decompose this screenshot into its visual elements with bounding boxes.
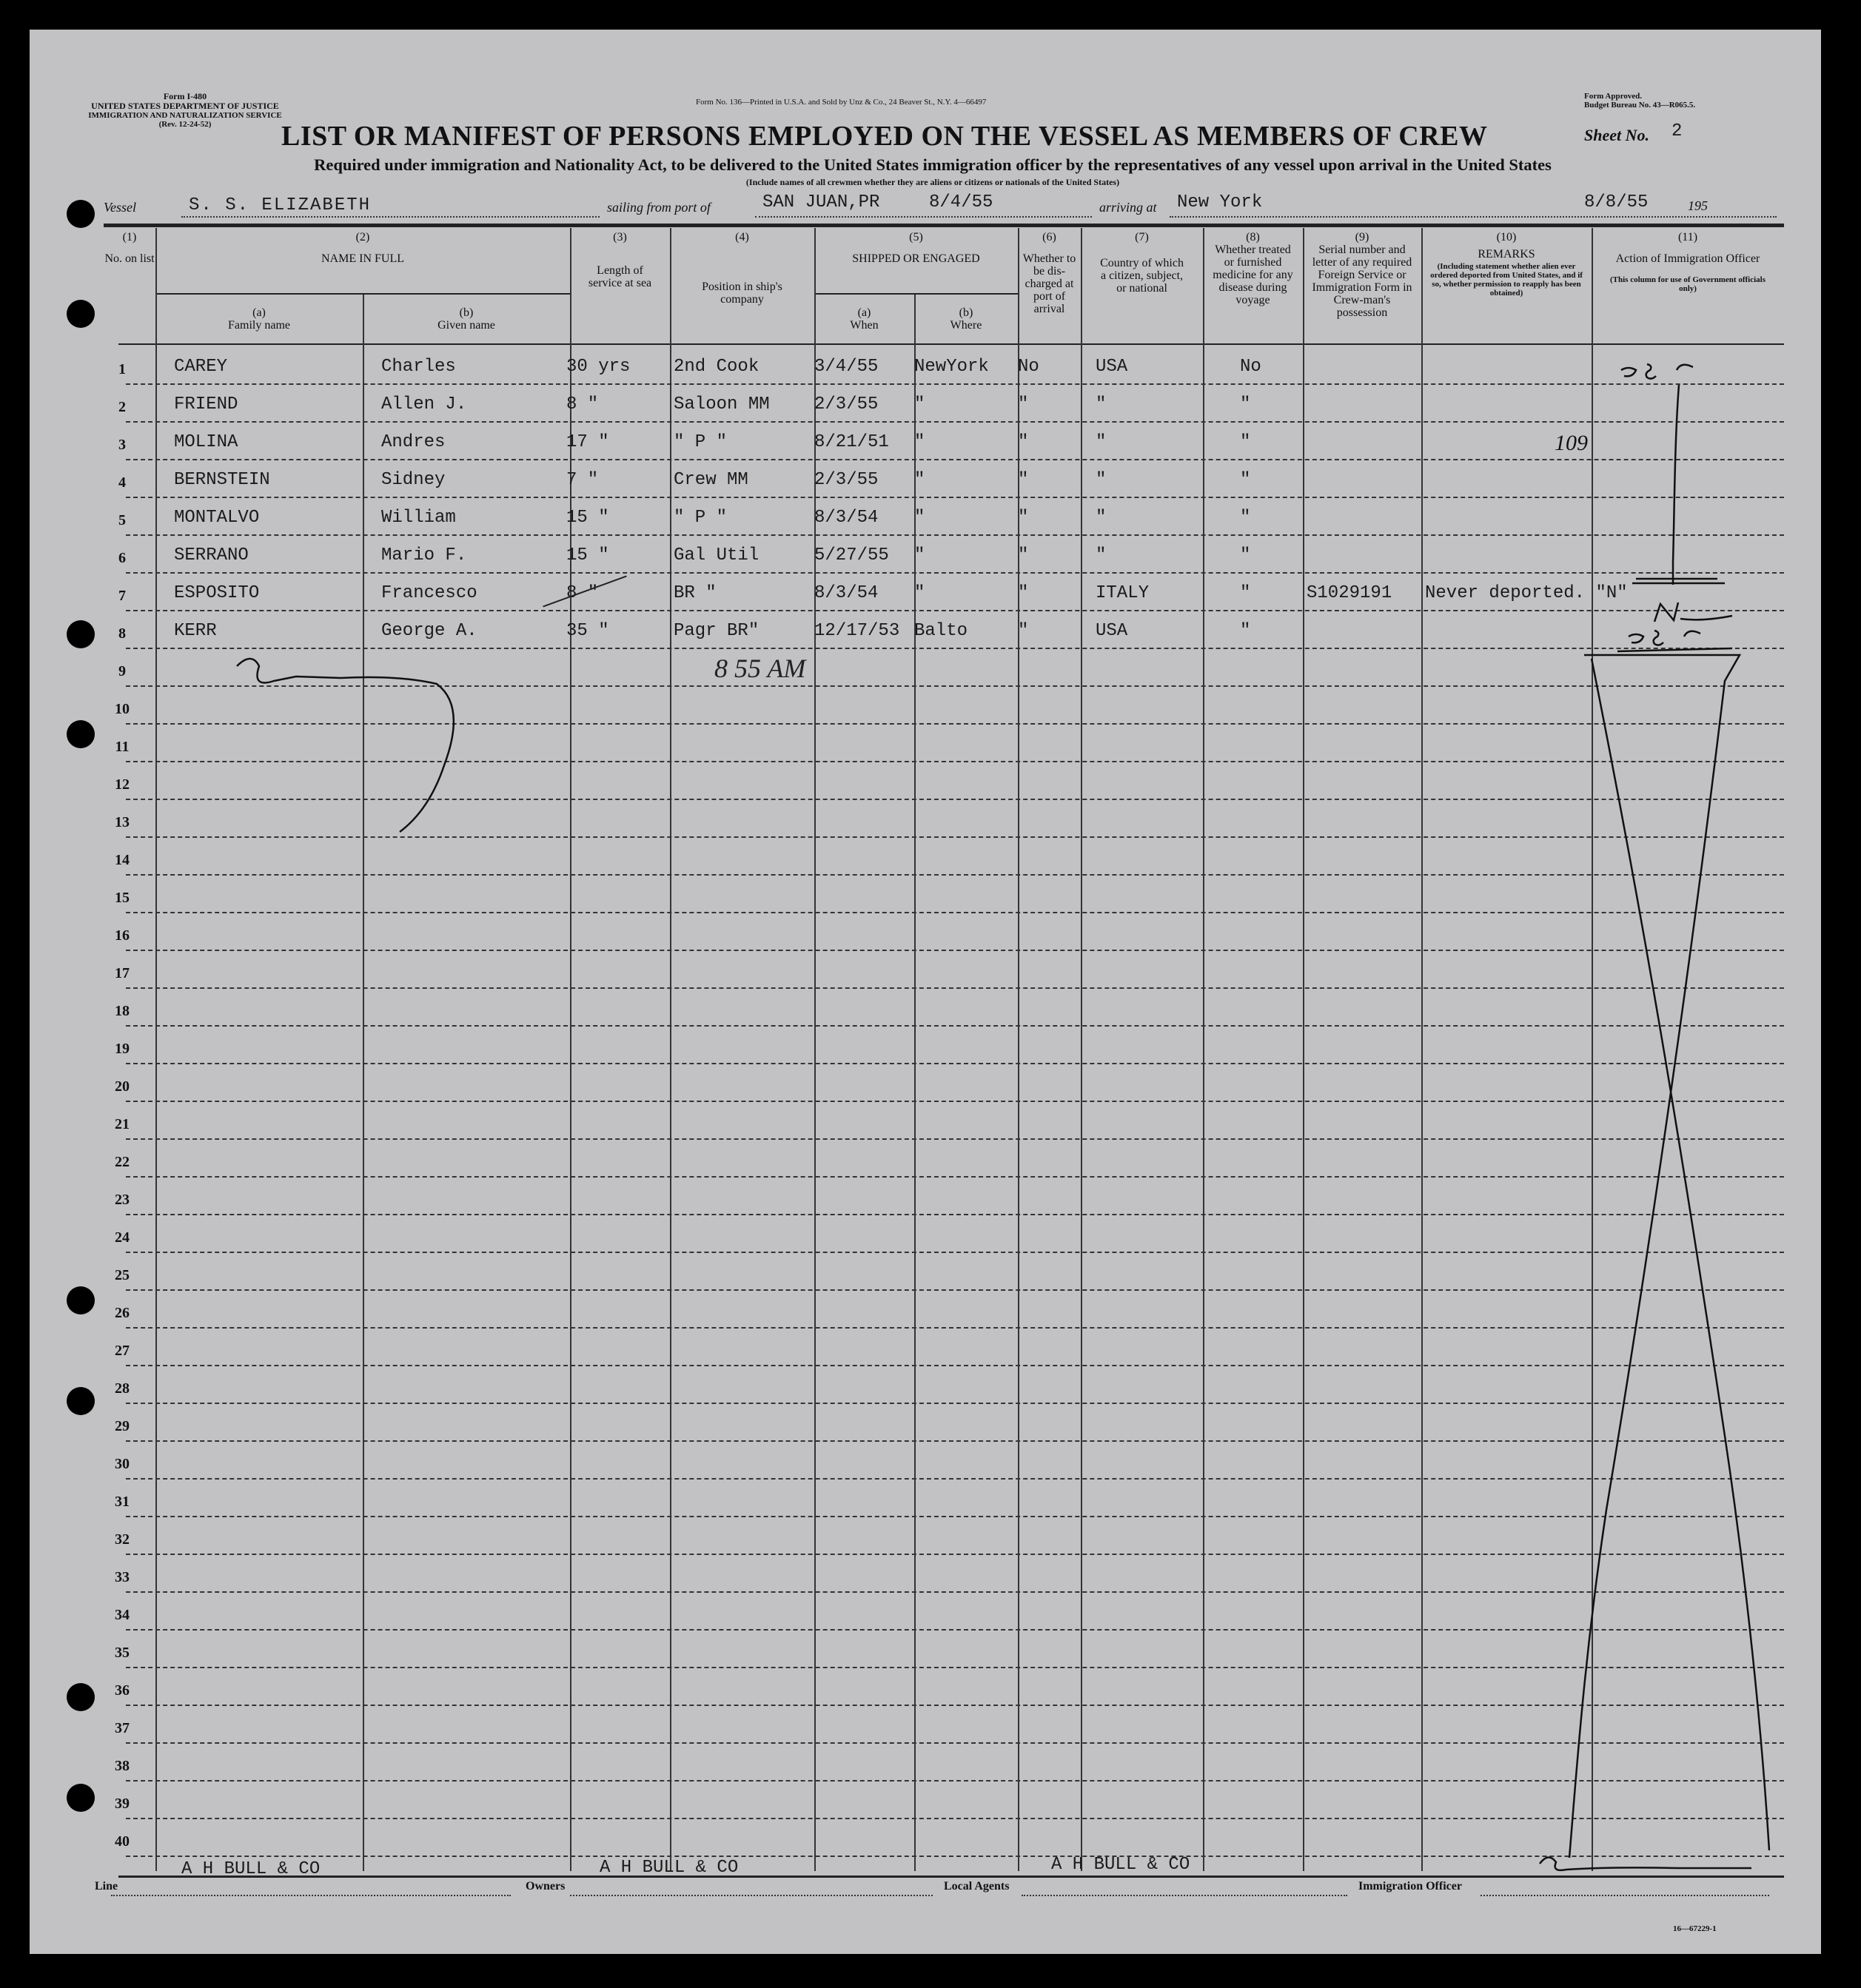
- cell-position: " P ": [674, 508, 728, 528]
- cell-discharged: No: [1018, 357, 1039, 377]
- row-number: 9: [118, 663, 126, 679]
- arrival-port: New York: [1177, 192, 1263, 212]
- cell-service: 8 ": [566, 583, 599, 603]
- row-number: 4: [118, 474, 126, 491]
- cell-when: 2/3/55: [814, 394, 879, 414]
- cell-service: 15 ": [566, 508, 609, 528]
- cell-medicine: ": [1240, 545, 1251, 565]
- ditto-vertical-line: [1673, 385, 1679, 585]
- cell-when: 2/3/55: [814, 470, 879, 490]
- row-number: 16: [115, 927, 130, 944]
- row-number: 28: [115, 1380, 130, 1397]
- cell-where: ": [914, 583, 925, 603]
- col3-header: (3) Length of service at sea: [588, 231, 652, 289]
- cell-where: ": [914, 545, 925, 565]
- cell-medicine: ": [1240, 394, 1251, 414]
- binder-hole: [67, 300, 95, 328]
- sailing-port: SAN JUAN,PR: [762, 192, 880, 212]
- cell-serial: S1029191: [1307, 583, 1392, 603]
- cell-country: USA: [1096, 621, 1128, 641]
- row-number: 15: [115, 890, 130, 906]
- row-number: 25: [115, 1267, 130, 1283]
- cancel-cross: [1569, 655, 1769, 1858]
- col5b-header: (b) Where: [950, 306, 982, 332]
- owners-label: Owners: [526, 1880, 566, 1893]
- arriving-label: arriving at: [1099, 200, 1157, 215]
- cell-discharged: ": [1018, 432, 1029, 452]
- cell-medicine: No: [1240, 357, 1261, 377]
- cell-where: NewYork: [914, 357, 989, 377]
- binder-hole: [67, 1286, 95, 1314]
- cell-when: 12/17/53: [814, 621, 900, 641]
- cell-discharged: ": [1018, 583, 1029, 603]
- col11-header: (11) Action of Immigration Officer (This column for use of Government officials only): [1609, 231, 1766, 293]
- form-number: Form I-480: [163, 91, 207, 101]
- cell-position: BR ": [674, 583, 717, 603]
- cell-family: CAREY: [174, 357, 228, 377]
- cell-when: 8/21/51: [814, 432, 889, 452]
- row-number: 10: [115, 701, 130, 717]
- line-label: Line: [95, 1880, 118, 1893]
- row-number: 36: [115, 1682, 130, 1699]
- arrival-date: 8/8/55: [1584, 192, 1649, 212]
- col10-header: (10) REMARKS (Including statement whether alien ever ordered deported from United States, and if so, whether permission to reapply has been obtained): [1430, 231, 1583, 298]
- vessel-label: Vessel: [104, 200, 136, 215]
- cell-family: FRIEND: [174, 394, 238, 414]
- cell-family: KERR: [174, 621, 217, 641]
- cell-service: 35 ": [566, 621, 609, 641]
- col2b-header: (b) Given name: [437, 306, 495, 332]
- row-number: 19: [115, 1041, 130, 1057]
- cell-medicine: ": [1240, 621, 1251, 641]
- row-number: 8: [118, 625, 126, 642]
- cell-given: William: [381, 508, 456, 528]
- cell-position: Saloon MM: [674, 394, 770, 414]
- row-number: 6: [118, 550, 126, 566]
- cell-country: ": [1096, 508, 1107, 528]
- col2a-header: (a) Family name: [228, 306, 290, 332]
- owners-value: A H BULL & CO: [600, 1858, 739, 1878]
- cell-discharged: ": [1018, 508, 1029, 528]
- binder-hole: [67, 1683, 95, 1711]
- col9-header: (9) Serial number and letter of any required Foreign Service or Immigration Form in Crew-man's possession: [1312, 231, 1412, 319]
- printer-note: Form No. 136—Printed in U.S.A. and Sold by Unz & Co., 24 Beaver St., N.Y. 4—66497: [696, 98, 987, 107]
- row-number: 30: [115, 1456, 130, 1472]
- cell-position: Crew MM: [674, 470, 748, 490]
- row-number: 31: [115, 1494, 130, 1510]
- cell-family: BERNSTEIN: [174, 470, 270, 490]
- cell-discharged: ": [1018, 545, 1029, 565]
- row-number: 2: [118, 399, 126, 415]
- cell-where: ": [914, 394, 925, 414]
- cell-country: ": [1096, 545, 1107, 565]
- cell-country: ": [1096, 470, 1107, 490]
- ditto-underline: [1632, 579, 1725, 583]
- row-number: 17: [115, 965, 130, 981]
- cell-family: ESPOSITO: [174, 583, 260, 603]
- approved-text: Form Approved.: [1584, 92, 1643, 101]
- row-number: 26: [115, 1305, 130, 1321]
- officer-label: Immigration Officer: [1358, 1880, 1462, 1893]
- binder-hole: [67, 200, 95, 228]
- row-number: 1: [118, 361, 126, 377]
- row-number: 18: [115, 1003, 130, 1019]
- cell-remarks-handwritten: 109: [1555, 431, 1588, 455]
- row-number: 22: [115, 1154, 130, 1170]
- row-number: 32: [115, 1531, 130, 1548]
- row-number: 27: [115, 1343, 130, 1359]
- cell-where: ": [914, 470, 925, 490]
- n-mark: [1654, 602, 1732, 622]
- signature-bottom: [1540, 1857, 1751, 1870]
- handwritten-time: 8 55 AM: [714, 654, 806, 683]
- cell-country: ITALY: [1096, 583, 1150, 603]
- year-label: 195: [1688, 198, 1708, 213]
- agents-label: Local Agents: [944, 1880, 1010, 1893]
- subtitle: Required under immigration and Nationality Act, to be delivered to the United States immigration officer by the representatives of any vessel upon arrival in the United States: [314, 155, 1552, 174]
- usc-mark-1: [1621, 364, 1693, 379]
- cell-service: 17 ": [566, 432, 609, 452]
- cell-given: Mario F.: [381, 545, 467, 565]
- cell-country: ": [1096, 432, 1107, 452]
- cell-given: Allen J.: [381, 394, 467, 414]
- cell-given: Francesco: [381, 583, 477, 603]
- cell-where: Balto: [914, 621, 968, 641]
- row-number: 12: [115, 776, 130, 793]
- row-number: 40: [115, 1833, 130, 1850]
- cell-service: 7 ": [566, 470, 599, 490]
- row-number: 38: [115, 1758, 130, 1774]
- cell-position: Pagr BR": [674, 621, 760, 641]
- cell-where: ": [914, 508, 925, 528]
- include-note: (Include names of all crewmen whether they are aliens or citizens or nationals of the United States): [745, 177, 1120, 187]
- line-value: A H BULL & CO: [181, 1859, 321, 1879]
- sheet-number: 2: [1671, 121, 1683, 141]
- cell-medicine: ": [1240, 432, 1251, 452]
- row-number: 3: [118, 437, 126, 453]
- cell-country: ": [1096, 394, 1107, 414]
- cell-medicine: ": [1240, 583, 1251, 603]
- binder-hole: [67, 720, 95, 748]
- revision: (Rev. 12-24-52): [158, 120, 212, 129]
- cell-service: 8 ": [566, 394, 599, 414]
- col6-header: (6) Whether to be dis-charged at port of arrival: [1022, 231, 1076, 315]
- cell-family: SERRANO: [174, 545, 249, 565]
- usc-mark-2: [1617, 631, 1732, 651]
- cell-given: Andres: [381, 432, 446, 452]
- row-number: 20: [115, 1078, 130, 1095]
- cell-medicine: ": [1240, 470, 1251, 490]
- col2-header: (2) NAME IN FULL: [321, 231, 404, 265]
- row-number: 35: [115, 1645, 130, 1661]
- department: UNITED STATES DEPARTMENT OF JUSTICE: [91, 101, 279, 111]
- row-number: 33: [115, 1569, 130, 1585]
- row-number: 13: [115, 814, 130, 830]
- row-number: 11: [115, 739, 130, 755]
- row-number: 7: [118, 588, 126, 604]
- sheet-label: Sheet No.: [1584, 126, 1649, 144]
- cell-service: 30 yrs: [566, 357, 631, 377]
- col1-header: (1) No. on list: [104, 231, 155, 265]
- footer-code: 16—67229-1: [1673, 1924, 1717, 1933]
- cell-medicine: ": [1240, 508, 1251, 528]
- row-number: 39: [115, 1796, 130, 1812]
- handwriting-layer: [30, 30, 1821, 1954]
- col8-header: (8) Whether treated or furnished medicine for any disease during voyage: [1213, 231, 1293, 306]
- col5a-header: (a) When: [850, 306, 879, 332]
- cell-given: Sidney: [381, 470, 446, 490]
- cell-discharged: ": [1018, 470, 1029, 490]
- cell-country: USA: [1096, 357, 1128, 377]
- row-number: 21: [115, 1116, 130, 1132]
- cell-position: " P ": [674, 432, 728, 452]
- row-number: 29: [115, 1418, 130, 1434]
- cell-when: 8/3/54: [814, 508, 879, 528]
- row-number: 14: [115, 852, 130, 868]
- row-number: 5: [118, 512, 126, 528]
- cell-where: ": [914, 432, 925, 452]
- cell-service: 15 ": [566, 545, 609, 565]
- col5-header: (5) SHIPPED OR ENGAGED: [852, 231, 980, 265]
- cell-family: MONTALVO: [174, 508, 260, 528]
- col7-header: (7) Country of which a citizen, subject, or national: [1100, 231, 1184, 295]
- agents-value: A H BULL & CO: [1051, 1855, 1190, 1875]
- cell-position: 2nd Cook: [674, 357, 760, 377]
- cell-discharged: ": [1018, 394, 1029, 414]
- manifest-sheet: [30, 30, 1821, 1954]
- row-number: 34: [115, 1607, 130, 1623]
- page-title: LIST OR MANIFEST OF PERSONS EMPLOYED ON THE VESSEL AS MEMBERS OF CREW: [281, 121, 1488, 152]
- service: IMMIGRATION AND NATURALIZATION SERVICE: [88, 111, 282, 120]
- cell-remarks: Never deported. "N": [1425, 583, 1628, 603]
- vessel-name: S. S. ELIZABETH: [189, 195, 372, 215]
- cell-position: Gal Util: [674, 545, 760, 565]
- cell-family: MOLINA: [174, 432, 238, 452]
- row-number: 24: [115, 1229, 130, 1246]
- cell-when: 8/3/54: [814, 583, 879, 603]
- row-number: 23: [115, 1192, 130, 1208]
- binder-hole: [67, 1387, 95, 1415]
- sailing-date: 8/4/55: [929, 192, 993, 212]
- row-number: 37: [115, 1720, 130, 1736]
- binder-hole: [67, 620, 95, 648]
- budget-text: Budget Bureau No. 43—R065.5.: [1584, 101, 1696, 110]
- cell-given: Charles: [381, 357, 456, 377]
- cancel-initials: [237, 659, 454, 832]
- col4-header: (4) Position in ship's company: [702, 231, 782, 306]
- cell-given: George A.: [381, 621, 477, 641]
- cell-when: 3/4/55: [814, 357, 879, 377]
- cell-when: 5/27/55: [814, 545, 889, 565]
- sailing-label: sailing from port of: [607, 200, 711, 215]
- cell-discharged: ": [1018, 621, 1029, 641]
- binder-hole: [67, 1784, 95, 1812]
